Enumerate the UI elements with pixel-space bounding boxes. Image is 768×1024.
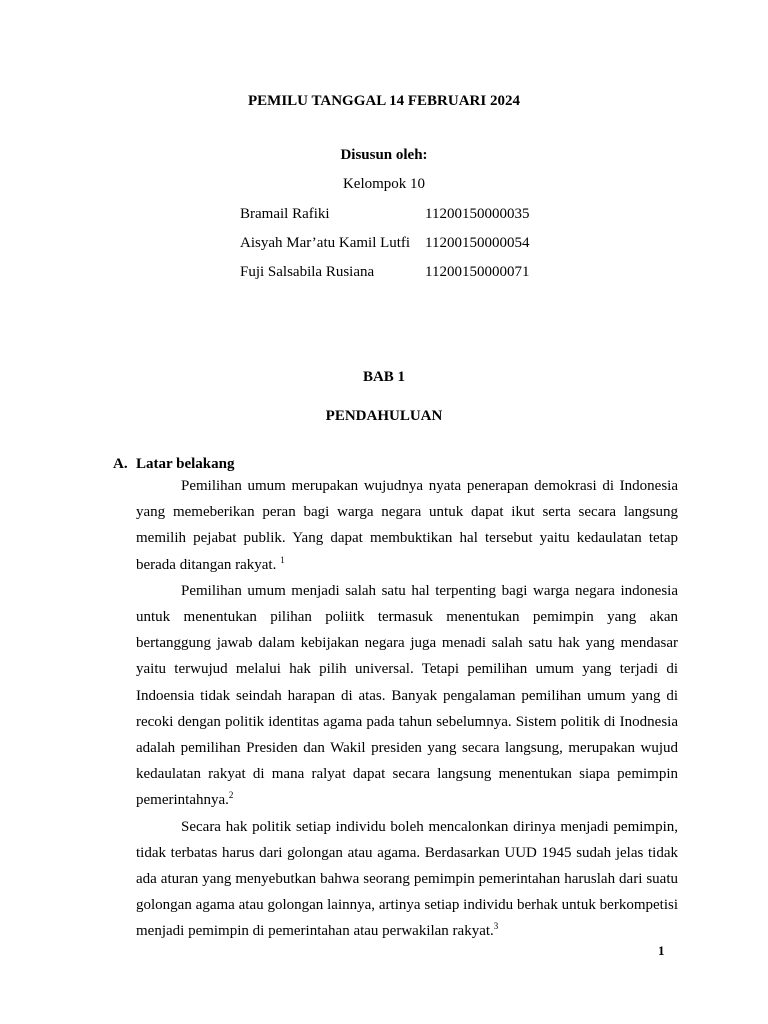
footnote-ref[interactable]: 1 [280, 554, 285, 565]
member-row [240, 235, 529, 252]
section-letter: A. [113, 456, 128, 472]
member-name: Bramail Rafiki [240, 206, 330, 222]
member-row [240, 264, 529, 281]
chapter-title: PENDAHULUAN [325, 408, 443, 424]
member-name: Fuji Salsabila Rusiana [240, 264, 375, 280]
member-row [240, 206, 529, 223]
paragraph [136, 473, 678, 578]
footnote-ref[interactable]: 3 [493, 921, 499, 932]
paragraph-text: Pemilihan umum menjadi salah satu hal terpenting bagi warga negara indonesia untuk menentukan pilihan poliitk termasuk menentukan pemimpin yang akan bertanggung jawab dalam kebijakan negara juga menadi salah satu hak yang mendasar yaitu terwujud melalui hak pilih universal. Tetapi pemilihan umum yang terjadi di Indoensia tidak seindah harapan di atas. Banyak pengalaman pemilihan umum yang di recoki dengan politik identitas agama pada tahun sebelumnya. Sistem politik di Inodnesia adalah pemilihan Presiden dan Wakil presiden yang secara langsung, merupakan wujud kedaulatan rakyat di mana ralyat dapat secara langsung menentukan siapa pemimpin pemerintahnya. [136, 582, 678, 809]
paragraph [136, 814, 678, 945]
body-text [136, 473, 678, 945]
document-title: PEMILU TANGGAL 14 FEBRUARI 2024 [248, 93, 520, 109]
paragraph [136, 578, 678, 814]
section-heading [113, 456, 235, 473]
member-id: 11200150000035 [425, 206, 530, 222]
member-id: 11200150000054 [425, 235, 530, 251]
paragraph-text: Pemilihan umum merupakan wujudnya nyata penerapan demokrasi di Indonesia yang memeberikan peran bagi warga negara untuk dapat ikut serta secara langsung memilih pejabat publik. Yang dapat membuktikan hal tersebut yaitu kedaulatan tetap berada ditangan rakyat. [136, 478, 678, 573]
page-number: 1 [658, 943, 665, 958]
member-name: Aisyah Mar’atu Kamil Lutfi [240, 235, 411, 251]
group-name: Kelompok 10 [342, 176, 426, 192]
paragraph-text: Secara hak politik setiap individu boleh mencalonkan dirinya menjadi pemimpin, tidak terbatas harus dari golongan atau agama. Berdasarkan UUD 1945 sudah jelas tidak ada aturan yang menyebutkan bahwa seorang pemimpin pemerintahan haruslah dari suatu golongan agama atau golongan lainnya, artinya setiap individu berhak untuk berkompetisi menjadi pemimpin di pemerintahan atau perwakilan rakyat. [136, 818, 678, 940]
prepared-by-label: Disusun oleh: [340, 147, 428, 163]
chapter-label: BAB 1 [362, 369, 406, 385]
member-id: 11200150000071 [425, 264, 530, 280]
section-title: Latar belakang [136, 456, 235, 472]
footnote-ref[interactable]: 2 [228, 790, 234, 801]
